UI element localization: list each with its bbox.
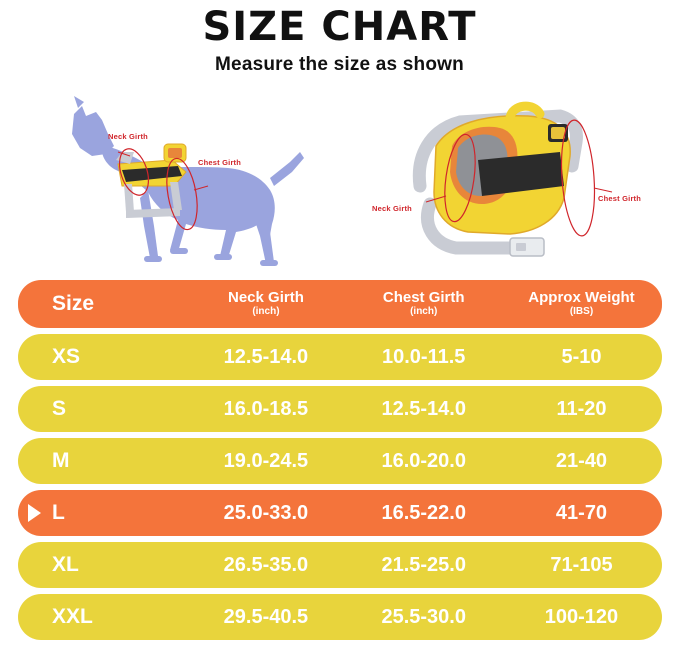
table-row[interactable] (18, 542, 662, 588)
page-title: SIZE CHART (202, 4, 477, 50)
cell-neck-girth: 26.5-35.0 (223, 553, 309, 576)
column-header-approx-weight-label: Approx Weight (528, 289, 635, 307)
cell-chest-girth: 21.5-25.0 (381, 553, 466, 576)
cell-size: XS (52, 344, 81, 368)
cell-approx-weight: 100-120 (544, 605, 619, 628)
chest-girth-callout-left: Chest Girth (198, 158, 242, 167)
selected-row-marker-icon (28, 504, 41, 522)
column-header-neck-girth (185, 290, 346, 317)
cell-size: XL (52, 552, 79, 576)
cell-approx-weight: 5-10 (561, 345, 602, 368)
cell-size: XXL (52, 604, 93, 628)
cell-chest-girth: 16.0-20.0 (381, 449, 466, 472)
table-row-selected[interactable] (18, 490, 662, 536)
column-header-chest-girth-label: Chest Girth (382, 289, 465, 307)
table-row[interactable] (18, 438, 662, 484)
harness-product-illustration (360, 86, 660, 286)
cell-neck-girth: 12.5-14.0 (223, 345, 309, 368)
harness-product-svg (360, 86, 660, 286)
page-subtitle: Measure the size as shown (215, 54, 464, 75)
cell-approx-weight: 11-20 (556, 397, 607, 420)
dog-silhouette-svg (22, 86, 342, 286)
cell-approx-weight: 21-40 (555, 449, 608, 472)
size-table (18, 280, 662, 646)
cell-size: M (52, 448, 70, 472)
column-header-size: Size (52, 291, 95, 315)
cell-neck-girth: 25.0-33.0 (223, 501, 309, 524)
cell-chest-girth: 12.5-14.0 (381, 397, 466, 420)
cell-size: S (52, 396, 67, 420)
column-header-neck-girth-label: Neck Girth (228, 289, 304, 307)
cell-approx-weight: 41-70 (555, 501, 608, 524)
cell-neck-girth: 29.5-40.5 (223, 605, 309, 628)
dog-harness-illustration (22, 86, 342, 286)
table-row[interactable] (18, 334, 662, 380)
cell-neck-girth: 16.0-18.5 (223, 397, 309, 420)
cell-neck-girth: 19.0-24.5 (223, 449, 309, 472)
cell-chest-girth: 16.5-22.0 (381, 501, 466, 524)
cell-size (18, 502, 185, 524)
cell-size-label: L (52, 500, 65, 524)
column-header-chest-girth-unit: (inch) (410, 306, 438, 318)
cell-chest-girth: 10.0-11.5 (382, 345, 466, 368)
table-row[interactable] (18, 386, 662, 432)
column-header-approx-weight-unit: (IBS) (569, 306, 594, 318)
table-row[interactable] (18, 594, 662, 640)
table-header-row (18, 280, 662, 328)
illustration-area (0, 86, 679, 286)
cell-approx-weight: 71-105 (550, 553, 613, 576)
column-header-approx-weight (501, 290, 662, 317)
neck-girth-callout-left: Neck Girth (108, 132, 148, 141)
chest-girth-callout-right: Chest Girth (598, 194, 642, 203)
page-header (0, 0, 679, 76)
column-header-neck-girth-unit: (inch) (252, 306, 280, 318)
column-header-chest-girth (346, 290, 501, 317)
cell-chest-girth: 25.5-30.0 (381, 605, 466, 628)
neck-girth-callout-right: Neck Girth (372, 204, 412, 213)
